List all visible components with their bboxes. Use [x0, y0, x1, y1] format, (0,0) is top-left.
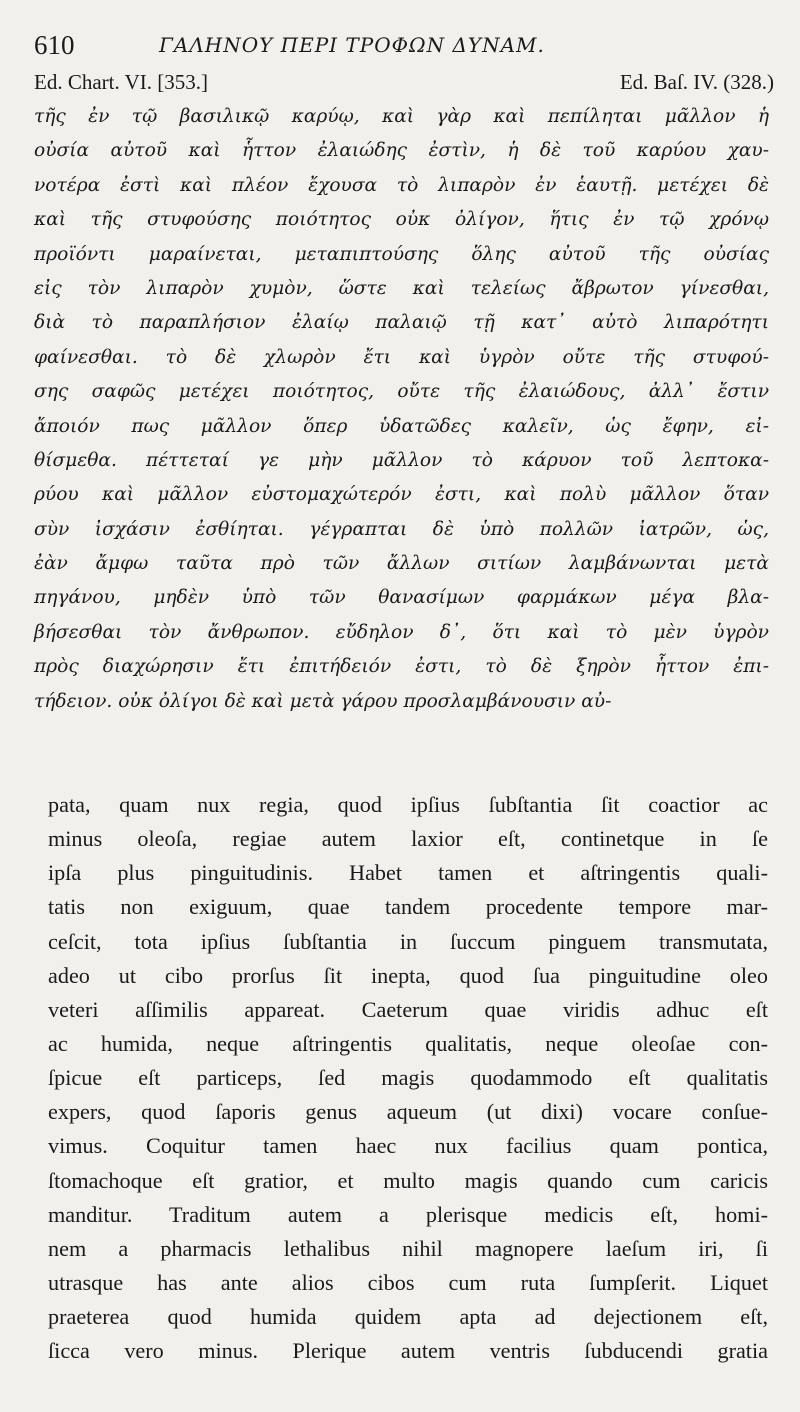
edition-basel-reference: Ed. Baſ. IV. (328.) [619, 70, 774, 94]
greek-line: εἰς τὸν λιπαρὸν χυμὸν, ὥστε καὶ τελείως ἄβρωτον γίνεσθαι, [34, 277, 769, 299]
greek-line: θίσμεθα. πέττεταί γε μὴν μᾶλλον τὸ κάρυον τοῦ λεπτοκα- [34, 449, 769, 471]
latin-line: adeo ut cibo prorſus ſit inepta, quod ſua pinguitudine oleo [48, 962, 768, 988]
latin-line: pata, quam nux regia, quod ipſius ſubſtantia ſit coactior ac [48, 792, 768, 817]
latin-line: veteri aſſimilis appareat. Caeterum quae viridis adhuc eſt [48, 996, 768, 1022]
greek-line: ἄποιόν πως μᾶλλον ὅπερ ὑδατῶδες καλεῖν, ὡς ἔφην, εἰ- [34, 415, 769, 437]
latin-line: ipſa plus pinguitudinis. Habet tamen et aſtringentis quali- [48, 860, 768, 886]
greek-line: πρὸς διαχώρησιν ἔτι ἐπιτήδειόν ἐστι, τὸ δὲ ξηρὸν ἧττον ἐπι- [34, 656, 769, 678]
running-head [34, 30, 764, 64]
greek-line: διὰ τὸ παραπλήσιον ἐλαίῳ παλαιῷ τῇ κατ᾽ αὐτὸ λιπαρότητι [34, 312, 769, 334]
latin-line: tatis non exiguum, quae tandem procedente tempore mar- [48, 894, 768, 920]
latin-text-block [48, 788, 768, 1368]
latin-line: ceſcit, tota ipſius ſubſtantia in ſuccum pinguem transmutata, [48, 928, 768, 954]
greek-line: ρύου καὶ μᾶλλον εὐστομαχώτερόν ἐστι, καὶ πολὺ μᾶλλον ὅταν [34, 484, 769, 506]
greek-line: οὐσία αὐτοῦ καὶ ἧττον ἐλαιώδης ἐστὶν, ἡ δὲ τοῦ καρύου χαυ- [34, 140, 769, 162]
greek-line: προϊόντι μαραίνεται, μεταπιπτούσης ὅλης αὐτοῦ τῆς οὐσίας [34, 243, 769, 265]
latin-line: praeterea quod humida quidem apta ad dejectionem eſt, [48, 1304, 768, 1330]
latin-line: ac humida, neque aſtringentis qualitatis, neque oleoſae con- [48, 1030, 768, 1056]
greek-line: βήσεσθαι τὸν ἄνθρωπον. εὔδηλον δ᾽, ὅτι καὶ τὸ μὲν ὑγρὸν [34, 621, 769, 643]
page-number: 610 [34, 30, 75, 60]
latin-line: minus oleoſa, regiae autem laxior eſt, continetque in ſe [48, 826, 768, 852]
latin-line: nem a pharmacis lethalibus nihil magnopere laeſum iri, ſi [48, 1235, 768, 1261]
greek-line: πηγάνου, μηδὲν ὑπὸ τῶν θανασίμων φαρμάκων μέγα βλα- [34, 587, 769, 609]
latin-line: expers, quod ſaporis genus aqueum (ut dixi) vocare conſue- [48, 1099, 768, 1125]
latin-line: ſtomachoque eſt gratior, et multo magis quando cum caricis [48, 1167, 768, 1193]
edition-chartier-reference: Ed. Chart. VI. [353.] [34, 70, 208, 94]
greek-line: σὺν ἰσχάσιν ἐσθίηται. γέγραπται δὲ ὑπὸ πολλῶν ἰατρῶν, ὡς, [34, 518, 769, 540]
greek-text-block [34, 100, 769, 719]
greek-line: νοτέρα ἐστὶ καὶ πλέον ἔχουσα τὸ λιπαρὸν ἐν ἑαυτῇ. μετέχει δὲ [34, 174, 769, 196]
latin-line: manditur. Traditum autem a plerisque medicis eſt, homi- [48, 1201, 768, 1227]
edition-reference-line [34, 70, 774, 98]
greek-line: τῆς ἐν τῷ βασιλικῷ καρύῳ, καὶ γὰρ καὶ πεπίληται μᾶλλον ἡ [34, 106, 769, 127]
greek-line: σης σαφῶς μετέχει ποιότητος, οὔτε τῆς ἐλαιώδους, ἀλλ᾽ ἔστιν [34, 381, 769, 403]
greek-line: τήδειον. οὐκ ὀλίγοι δὲ καὶ μετὰ γάρου προσλαμβάνουσιν αὐ- [34, 690, 612, 712]
greek-line: φαίνεσθαι. τὸ δὲ χλωρὸν ἔτι καὶ ὑγρὸν οὔτε τῆς στυφού- [34, 346, 769, 368]
greek-line: καὶ τῆς στυφούσης ποιότητος οὐκ ὀλίγον, ἥτις ἐν τῷ χρόνῳ [34, 209, 769, 231]
running-title: ΓΑΛΗΝΟΥ ΠΕΡΙ ΤΡΟΦΩΝ ΔΥΝΑΜ. [159, 33, 545, 57]
latin-line: vimus. Coquitur tamen haec nux facilius quam pontica, [48, 1133, 768, 1159]
greek-line: ἐὰν ἄμφω ταῦτα πρὸ τῶν ἄλλων σιτίων λαμβάνωνται μετὰ [34, 553, 769, 575]
latin-line: utrasque has ante alios cibos cum ruta ſumpſerit. Liquet [48, 1269, 768, 1295]
latin-line: ſpicue eſt particeps, ſed magis quodammodo eſt qualitatis [48, 1065, 768, 1091]
latin-line: ſicca vero minus. Plerique autem ventris ſubducendi gratia [48, 1338, 768, 1364]
